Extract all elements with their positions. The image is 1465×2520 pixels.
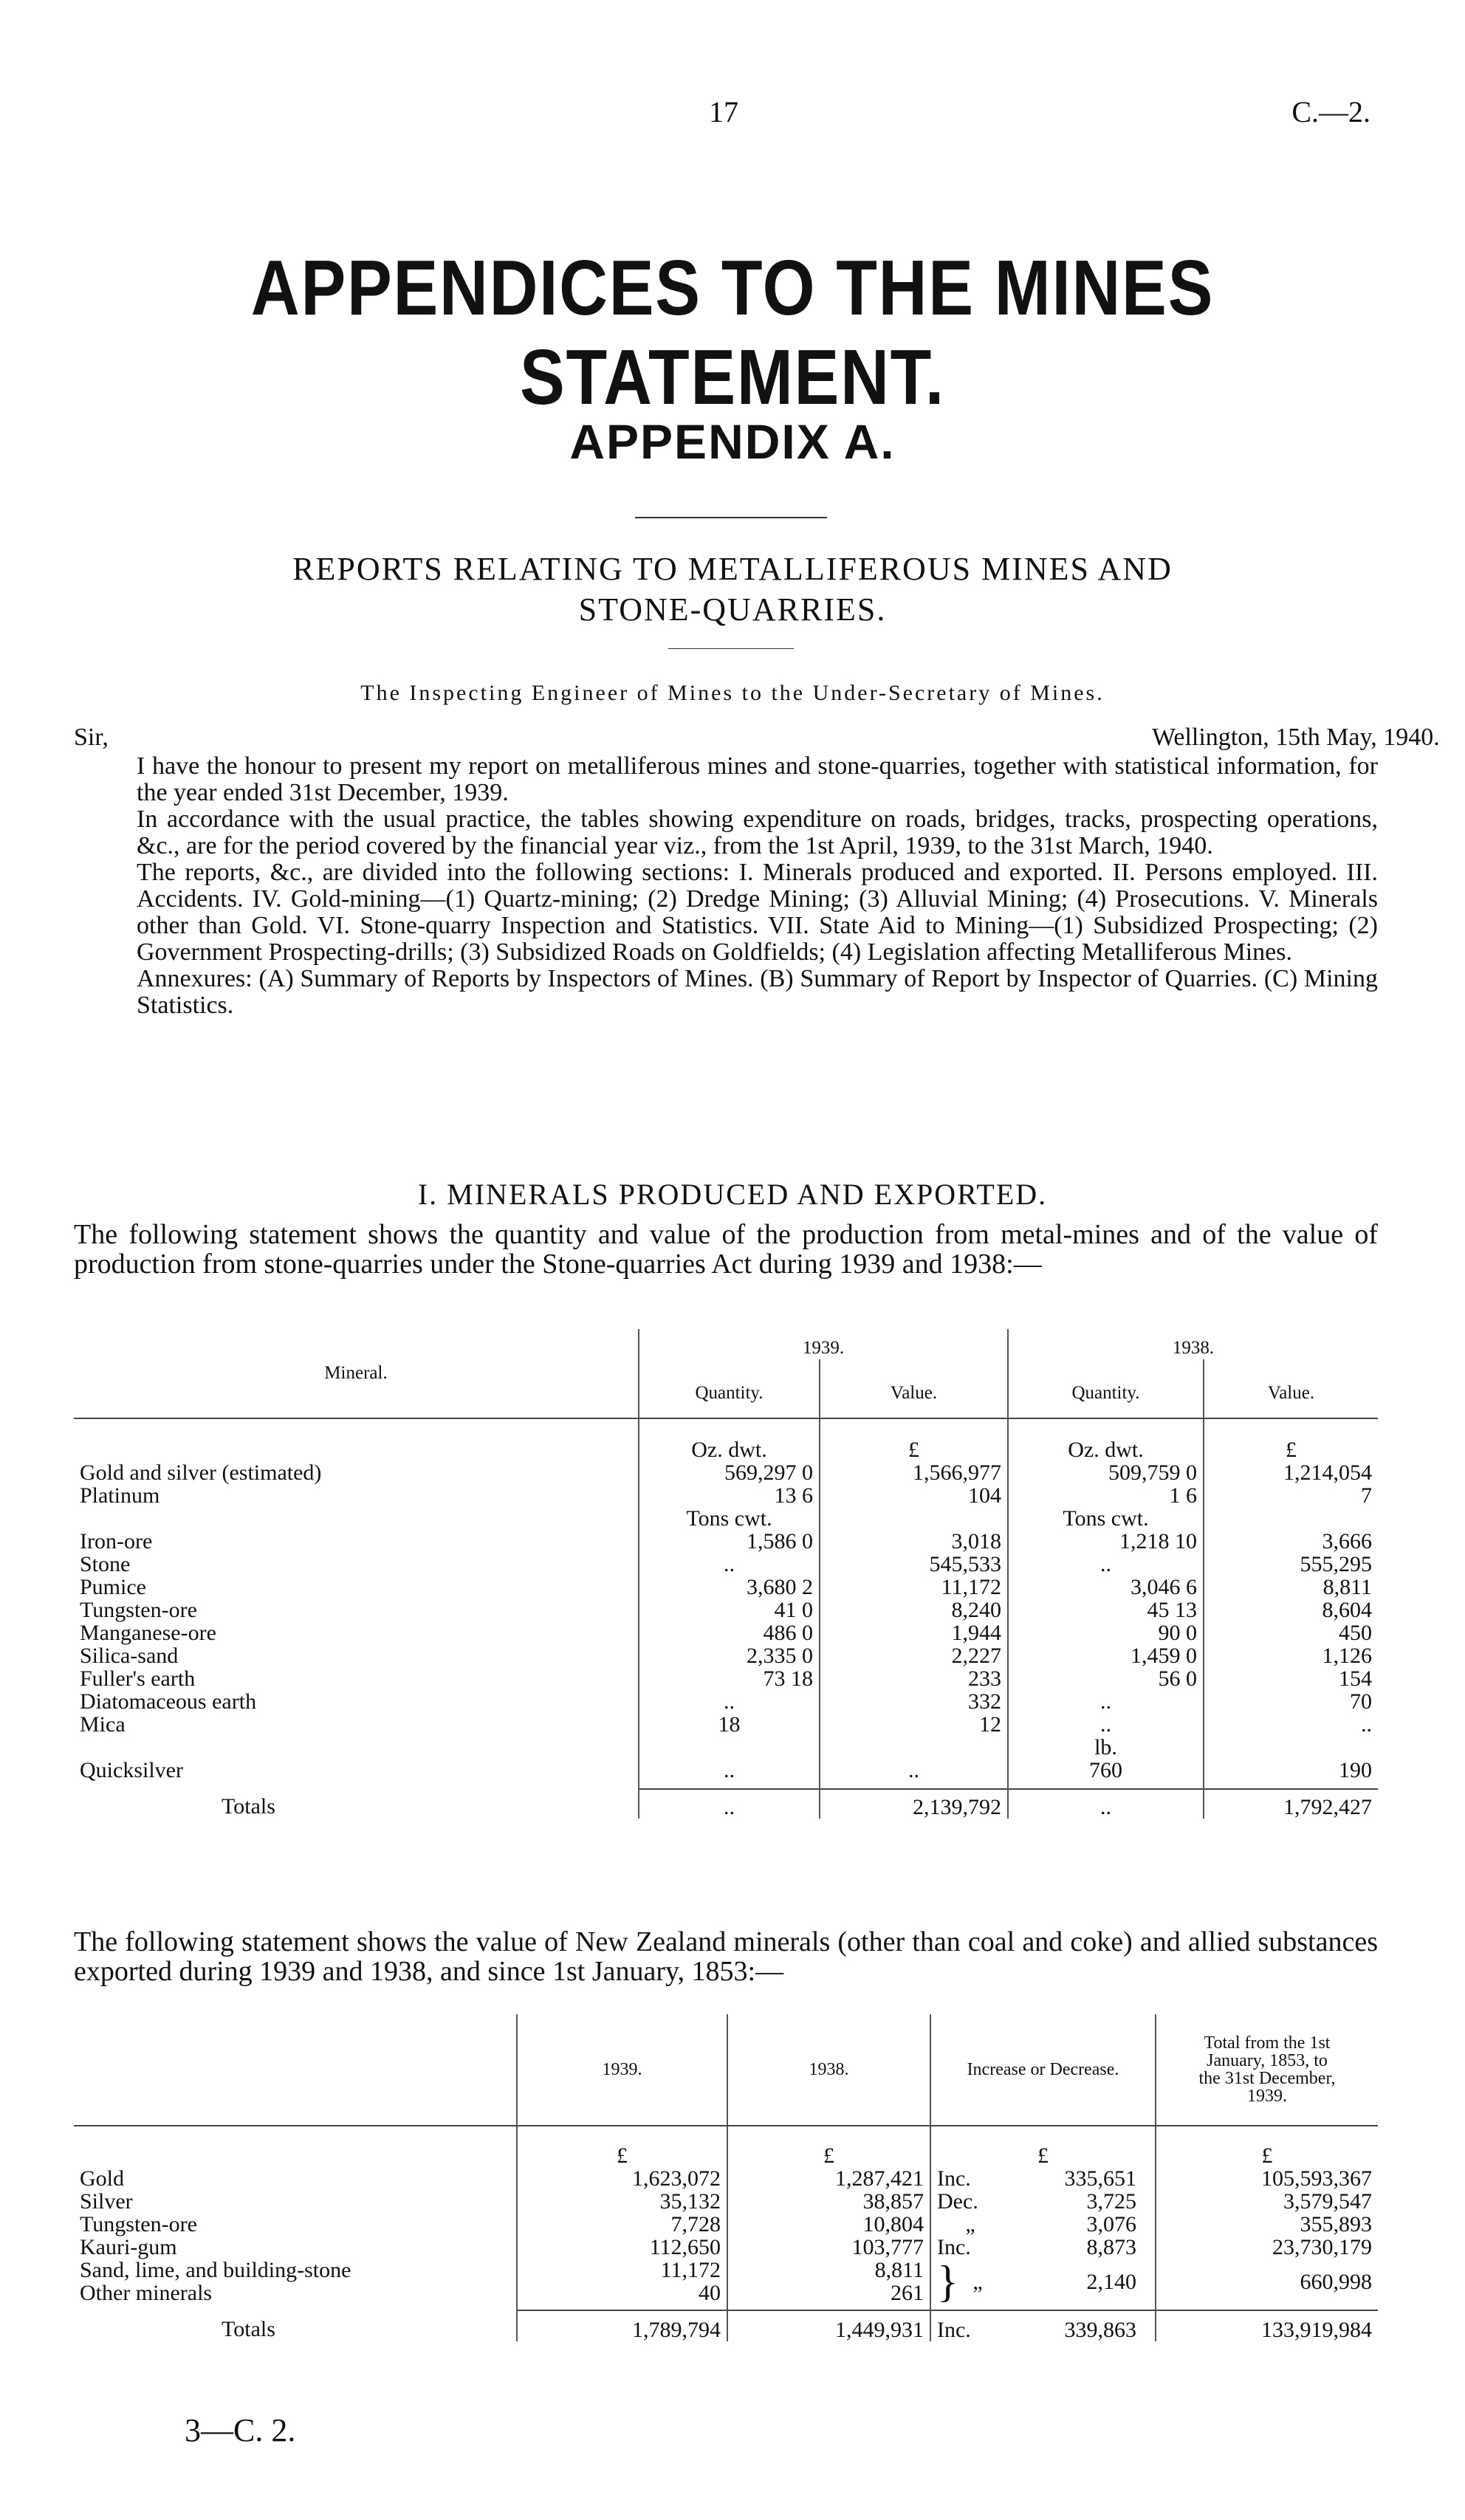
table-row xyxy=(74,1461,1378,1484)
quantity-1938: .. xyxy=(1008,1713,1204,1736)
mineral-name: Tungsten-ore xyxy=(80,2212,197,2236)
table1-intro: The following statement shows the quantity and value of the production from metal-mines and of the value of production from stone-quarries under the Stone-quarries Act during 1939 and 1938:— xyxy=(74,1219,1378,1280)
value-1939: 1,623,072 xyxy=(517,2167,727,2190)
table-row xyxy=(74,2213,1378,2236)
value-1939: 2,227 xyxy=(820,1644,1008,1667)
mineral-name: Iron-ore xyxy=(80,1529,153,1553)
units-label: Tons cwt. xyxy=(639,1507,820,1530)
mineral-name: Fuller's earth xyxy=(80,1666,196,1691)
units-label: lb. xyxy=(1008,1736,1204,1759)
mineral-name: Sand, lime, and building-stone xyxy=(80,2258,351,2282)
value-1938: 1,126 xyxy=(1204,1644,1378,1667)
quantity-1939: 2,335 0 xyxy=(639,1644,820,1667)
year-1939-header: 1939. xyxy=(639,1329,1008,1359)
change-cell xyxy=(930,2167,1156,2190)
value-1938: 190 xyxy=(1204,1759,1378,1782)
change-amount: 335,651 xyxy=(1064,2166,1136,2191)
report-heading-line-1: REPORTS RELATING TO METALLIFEROUS MINES AND xyxy=(292,551,1173,587)
mineral-name: Manganese-ore xyxy=(80,1621,216,1645)
report-heading-line-2: STONE-QUARRIES. xyxy=(578,591,887,628)
cumulative-total-header xyxy=(1156,2014,1378,2126)
grand-total: 133,919,984 xyxy=(1156,2310,1378,2341)
change-cell xyxy=(930,2213,1156,2236)
change-direction: Inc. xyxy=(937,2166,971,2191)
quantity-1939: 41 0 xyxy=(639,1599,820,1621)
units-label: Tons cwt. xyxy=(1008,1507,1204,1530)
footer-reference: 3—C. 2. xyxy=(185,2412,296,2448)
year-1939-header: 1939. xyxy=(517,2014,727,2126)
quantity-1938: 3,046 6 xyxy=(1008,1576,1204,1599)
value-1939: 7,728 xyxy=(517,2213,727,2236)
table2-intro: The following statement shows the value of New Zealand minerals (other than coal and coke) and allied substances exported during 1939 and 1938, and since 1st January, 1853:— xyxy=(74,1926,1378,1987)
currency-label: £ xyxy=(727,2144,930,2167)
total-quantity-1939: .. xyxy=(639,1789,820,1819)
value-1939: 332 xyxy=(820,1690,1008,1713)
cumulative-total: 105,593,367 xyxy=(1156,2167,1378,2190)
section-heading: I. MINERALS PRODUCED AND EXPORTED. xyxy=(417,1178,1048,1211)
divider xyxy=(635,517,827,518)
value-1939: 35,132 xyxy=(517,2190,727,2213)
table-row xyxy=(74,2167,1378,2190)
value-1939: 8,240 xyxy=(820,1599,1008,1621)
paragraph: In accordance with the usual practice, the tables showing expenditure on roads, bridges, tracks, prospecting operations, &c., are for the period covered by the financial year viz., from the 1st April, 1939, to the 31st March, 1940. xyxy=(137,806,1378,859)
header-line: Total from the 1st xyxy=(1204,2033,1331,2053)
cumulative-total: 355,893 xyxy=(1156,2213,1378,2236)
table-row xyxy=(74,1484,1378,1507)
value-1939: 233 xyxy=(820,1667,1008,1690)
currency-label: £ xyxy=(517,2144,727,2167)
table-row xyxy=(74,1690,1378,1713)
mineral-name: Tungsten-ore xyxy=(80,1598,197,1622)
quantity-header: Quantity. xyxy=(1008,1359,1204,1418)
value-1938: 103,777 xyxy=(727,2236,930,2259)
value-1938: 450 xyxy=(1204,1621,1378,1644)
table-row xyxy=(74,1644,1378,1667)
table-row xyxy=(74,2190,1378,2213)
value-1938: 7 xyxy=(1204,1484,1378,1507)
mineral-name: Kauri-gum xyxy=(80,2235,177,2259)
value-1939: .. xyxy=(820,1759,1008,1782)
value-1938: 8,604 xyxy=(1204,1599,1378,1621)
quantity-header: Quantity. xyxy=(639,1359,820,1418)
salutation: Sir, xyxy=(74,724,109,751)
mineral-name: Quicksilver xyxy=(80,1758,183,1782)
increase-decrease-header: Increase or Decrease. xyxy=(930,2014,1156,2126)
table-row xyxy=(74,1553,1378,1576)
minerals-exports-table xyxy=(74,2014,1378,2341)
quantity-1938: 1,218 10 xyxy=(1008,1530,1204,1553)
currency-label: £ xyxy=(1156,2144,1378,2167)
change-direction: „ xyxy=(972,2269,983,2294)
value-1938: 1,287,421 xyxy=(727,2167,930,2190)
currency-label: £ xyxy=(930,2144,1156,2167)
mineral-column-header: Mineral. xyxy=(74,1329,639,1418)
brace-icon: } xyxy=(937,2257,958,2306)
mineral-name: Diatomaceous earth xyxy=(80,1689,257,1714)
table-row xyxy=(74,1759,1378,1782)
paragraph: I have the honour to present my report on metalliferous mines and stone-quarries, together with statistical information, for the year ended 31st December, 1939. xyxy=(137,752,1378,806)
table-row xyxy=(74,1621,1378,1644)
table-row xyxy=(74,2259,1378,2282)
mineral-name: Other minerals xyxy=(80,2281,213,2305)
total-value-1938: 1,792,427 xyxy=(1204,1789,1378,1819)
change-amount: 2,140 xyxy=(1086,2269,1136,2294)
quantity-1938: 90 0 xyxy=(1008,1621,1204,1644)
change-cell xyxy=(930,2236,1156,2259)
value-1939: 1,566,977 xyxy=(820,1461,1008,1484)
quantity-1939: 1,586 0 xyxy=(639,1530,820,1553)
total-1939: 1,789,794 xyxy=(517,2310,727,2341)
totals-row xyxy=(74,2310,1378,2341)
change-amount: 3,076 xyxy=(1086,2212,1136,2236)
table-row xyxy=(74,1599,1378,1621)
mineral-name: Pumice xyxy=(80,1575,146,1599)
value-1938: 8,811 xyxy=(727,2259,930,2282)
quantity-1938: 1 6 xyxy=(1008,1484,1204,1507)
change-cell xyxy=(930,2190,1156,2213)
change-direction: Inc. xyxy=(937,2318,971,2342)
change-amount: 3,725 xyxy=(1086,2189,1136,2214)
mineral-name: Gold xyxy=(80,2166,124,2191)
value-header: Value. xyxy=(1204,1359,1378,1418)
value-1938: 555,295 xyxy=(1204,1553,1378,1576)
units-label: Oz. dwt. xyxy=(639,1438,820,1461)
cumulative-total: 23,730,179 xyxy=(1156,2236,1378,2259)
change-amount: 8,873 xyxy=(1086,2235,1136,2259)
mineral-name: Silver xyxy=(80,2189,133,2214)
value-1939: 40 xyxy=(517,2282,727,2304)
document-reference: C.—2. xyxy=(1291,95,1370,128)
change-direction: Inc. xyxy=(937,2235,971,2259)
value-1939: 112,650 xyxy=(517,2236,727,2259)
value-1938: 70 xyxy=(1204,1690,1378,1713)
quantity-1938: 56 0 xyxy=(1008,1667,1204,1690)
mineral-name: Silica-sand xyxy=(80,1644,179,1668)
units-label: Oz. dwt. xyxy=(1008,1438,1204,1461)
quantity-1938: 760 xyxy=(1008,1759,1204,1782)
value-1938: 1,214,054 xyxy=(1204,1461,1378,1484)
change-direction: „ xyxy=(965,2212,975,2236)
quantity-1938: 509,759 0 xyxy=(1008,1461,1204,1484)
cumulative-total: 3,579,547 xyxy=(1156,2190,1378,2213)
table-row xyxy=(74,1530,1378,1553)
value-1938: 38,857 xyxy=(727,2190,930,2213)
quantity-1938: .. xyxy=(1008,1690,1204,1713)
total-quantity-1938: .. xyxy=(1008,1789,1204,1819)
quantity-1939: 18 xyxy=(639,1713,820,1736)
mineral-name: Gold and silver (estimated) xyxy=(80,1460,322,1485)
quantity-1939: 486 0 xyxy=(639,1621,820,1644)
totals-label: Totals xyxy=(222,1794,275,1819)
table-row xyxy=(74,1713,1378,1736)
value-1939: 11,172 xyxy=(517,2259,727,2282)
table-row xyxy=(74,2236,1378,2259)
header-line: the 31st December, xyxy=(1198,2069,1336,2088)
change-amount: 339,863 xyxy=(1064,2318,1136,2342)
value-1939: 1,944 xyxy=(820,1621,1008,1644)
value-1939: 104 xyxy=(820,1484,1008,1507)
value-1939: 12 xyxy=(820,1713,1008,1736)
quantity-1939: 3,680 2 xyxy=(639,1576,820,1599)
divider xyxy=(668,648,794,649)
value-1939: 11,172 xyxy=(820,1576,1008,1599)
value-1938: 8,811 xyxy=(1204,1576,1378,1599)
change-direction: Dec. xyxy=(937,2189,978,2214)
quantity-1939: .. xyxy=(639,1690,820,1713)
quantity-1938: 1,459 0 xyxy=(1008,1644,1204,1667)
quantity-1939: .. xyxy=(639,1553,820,1576)
page-title: APPENDICES TO THE MINES STATEMENT. xyxy=(250,244,1215,421)
year-1938-header: 1938. xyxy=(1008,1329,1378,1359)
paragraph: The reports, &c., are divided into the following sections: I. Minerals produced and exported. II. Persons employed. III. Accidents. IV. Gold-mining—(1) Quartz-mining; (2) Dredge Mining; (3) Alluvial Mining; (4) Prosecutions. V. Minerals other than Gold. VI. Stone-quarry Inspection and Statistics. VII. State Aid to Mining—(1) Subsidized Prospecting; (2) Government Prospecting-drills; (3) Subsidized Roads on Goldfields; (4) Legislation affecting Metalliferous Mines. xyxy=(137,859,1378,966)
mineral-name: Platinum xyxy=(80,1483,160,1508)
currency-label: £ xyxy=(820,1438,1008,1461)
mineral-name: Mica xyxy=(80,1712,126,1737)
total-value-1939: 2,139,792 xyxy=(820,1789,1008,1819)
quantity-1938: 45 13 xyxy=(1008,1599,1204,1621)
dateline: Wellington, 15th May, 1940. xyxy=(1152,724,1440,751)
header-line: January, 1853, to xyxy=(1207,2051,1328,2070)
page-number: 17 xyxy=(709,95,738,128)
combined-change-cell xyxy=(930,2259,1156,2304)
table-row xyxy=(74,1667,1378,1690)
currency-label: £ xyxy=(1204,1438,1378,1461)
total-1938: 1,449,931 xyxy=(727,2310,930,2341)
appendix-heading: APPENDIX A. xyxy=(569,414,896,469)
value-1938: 154 xyxy=(1204,1667,1378,1690)
addressee-line: The Inspecting Engineer of Mines to the Under-Secretary of Mines. xyxy=(360,681,1105,705)
quantity-1939: 13 6 xyxy=(639,1484,820,1507)
value-1938: 10,804 xyxy=(727,2213,930,2236)
quantity-1939: 569,297 0 xyxy=(639,1461,820,1484)
cumulative-total: 660,998 xyxy=(1156,2259,1378,2304)
totals-row xyxy=(74,1789,1378,1819)
totals-label: Totals xyxy=(222,2317,275,2341)
value-1938: 3,666 xyxy=(1204,1530,1378,1553)
value-1939: 545,533 xyxy=(820,1553,1008,1576)
value-1938: .. xyxy=(1204,1713,1378,1736)
year-1938-header: 1938. xyxy=(727,2014,930,2126)
total-change-cell xyxy=(930,2310,1156,2341)
quantity-1938: .. xyxy=(1008,1553,1204,1576)
quantity-1939: 73 18 xyxy=(639,1667,820,1690)
minerals-production-table xyxy=(74,1329,1378,1819)
report-body xyxy=(74,753,1378,1019)
value-1938: 261 xyxy=(727,2282,930,2304)
value-1939: 3,018 xyxy=(820,1530,1008,1553)
paragraph: Annexures: (A) Summary of Reports by Inspectors of Mines. (B) Summary of Report by Inspector of Quarries. (C) Mining Statistics. xyxy=(137,965,1378,1019)
table-row xyxy=(74,1576,1378,1599)
header-line: 1939. xyxy=(1247,2087,1287,2106)
quantity-1939: .. xyxy=(639,1759,820,1782)
mineral-name: Stone xyxy=(80,1552,131,1576)
value-header: Value. xyxy=(820,1359,1008,1418)
